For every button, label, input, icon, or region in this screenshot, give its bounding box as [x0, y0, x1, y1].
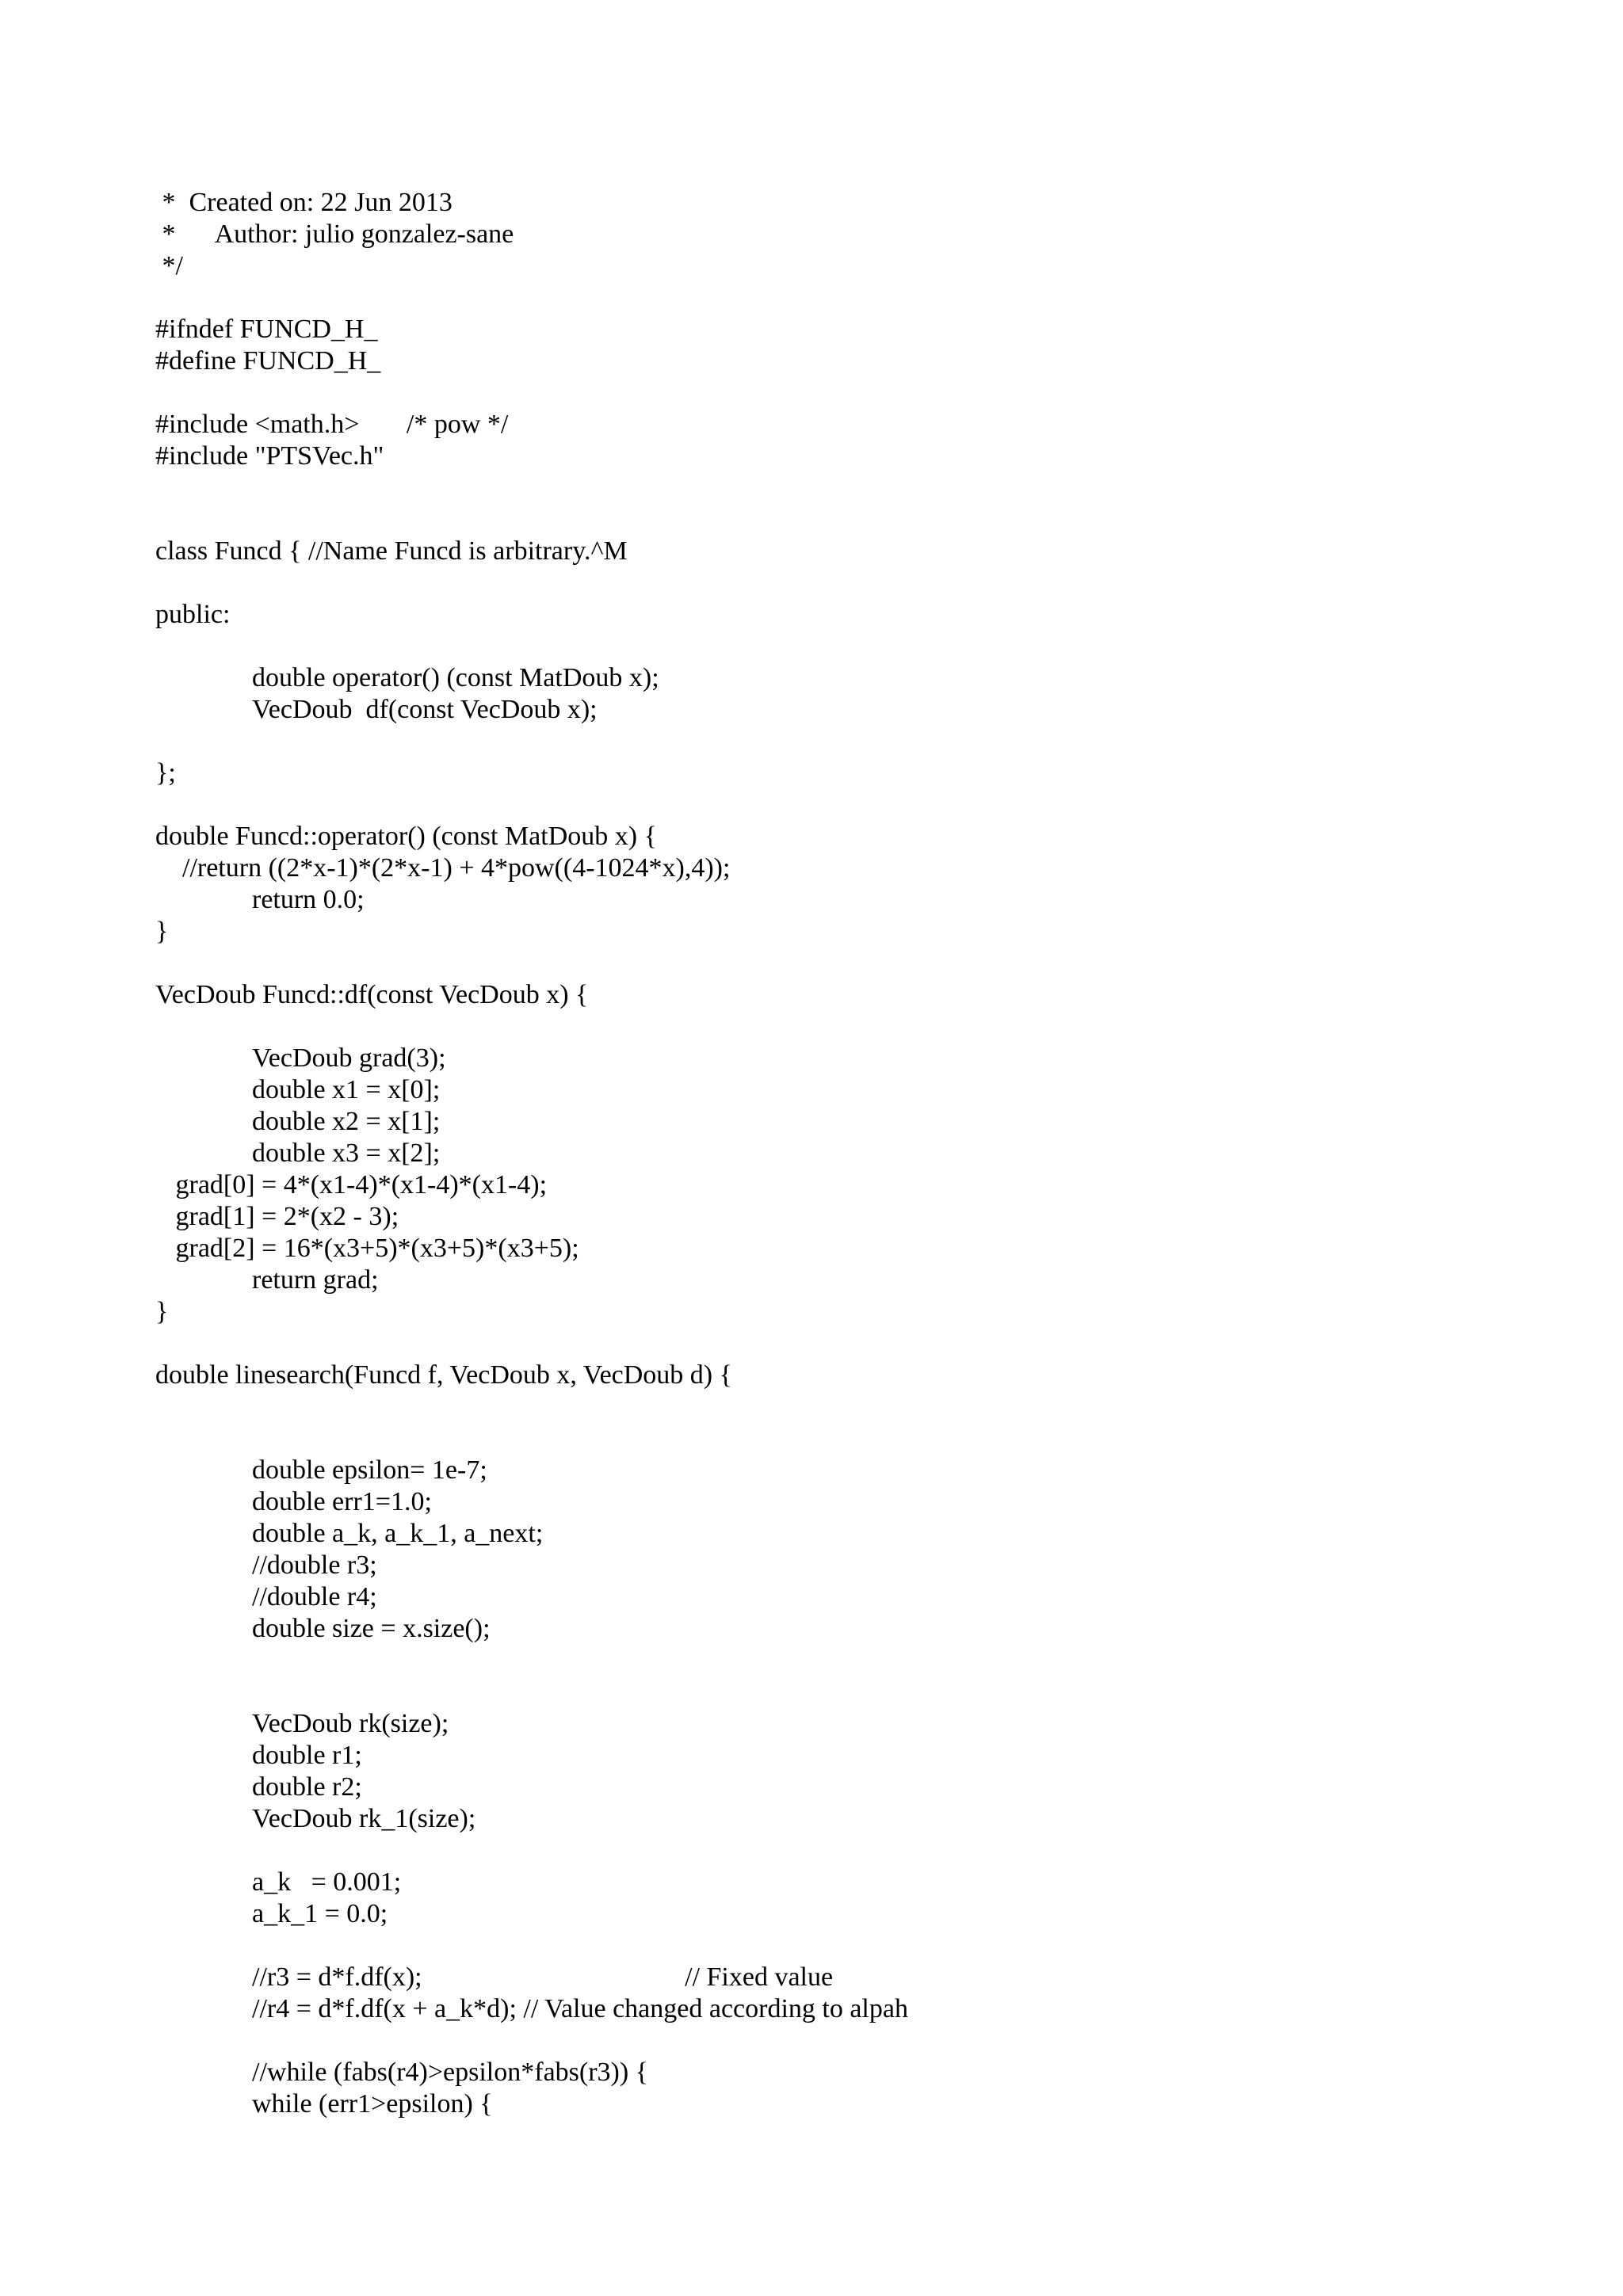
- code-line-text: public:: [155, 600, 231, 629]
- code-line: [155, 187, 908, 219]
- code-line-text: //while (fabs(r4)>epsilon*fabs(r3)) {: [252, 2058, 649, 2087]
- code-line: [155, 1645, 908, 1676]
- code-line: [155, 2057, 908, 2088]
- code-line: [155, 1074, 908, 1106]
- code-line-text: //r3 = d*f.df(x); // Fixed value: [252, 1962, 834, 1992]
- code-line-text: VecDoub Funcd::df(const VecDoub x) {: [155, 980, 589, 1009]
- code-line-text: double x2 = x[1];: [252, 1107, 441, 1136]
- code-line-text: grad[2] = 16*(x3+5)*(x3+5)*(x3+5);: [155, 1234, 579, 1263]
- code-line: [155, 821, 908, 852]
- code-line: [155, 1898, 908, 1930]
- code-line: [155, 2088, 908, 2120]
- code-line: [155, 1296, 908, 1328]
- code-line: [155, 1486, 908, 1518]
- code-line: [155, 1455, 908, 1486]
- code-line: [155, 726, 908, 757]
- code-line: [155, 1233, 908, 1264]
- code-line: [155, 1011, 908, 1043]
- code-line-text: * Author: julio gonzalez-sane: [155, 219, 514, 249]
- code-line-text: double r1;: [252, 1741, 362, 1770]
- code-line: [155, 1550, 908, 1581]
- code-line-text: //double r4;: [252, 1582, 377, 1611]
- code-line: [155, 377, 908, 409]
- code-line-text: double operator() (const MatDoub x);: [252, 663, 659, 692]
- code-line: [155, 884, 908, 916]
- code-line: [155, 1962, 908, 1993]
- code-line: [155, 1803, 908, 1835]
- code-line: [155, 1264, 908, 1296]
- code-line-text: double linesearch(Funcd f, VecDoub x, VecDoub d) {: [155, 1360, 732, 1390]
- code-line: [155, 536, 908, 567]
- code-line-text: double r2;: [252, 1772, 362, 1802]
- code-line: [155, 2025, 908, 2057]
- code-line-text: double epsilon= 1e-7;: [252, 1455, 487, 1485]
- code-line-text: grad[1] = 2*(x2 - 3);: [155, 1202, 399, 1231]
- code-line: [155, 1930, 908, 1962]
- source-code-listing: [155, 187, 908, 2120]
- code-line: [155, 1740, 908, 1772]
- code-line: [155, 567, 908, 599]
- code-line: [155, 694, 908, 726]
- code-line: [155, 1328, 908, 1360]
- code-line-text: return grad;: [252, 1265, 379, 1295]
- code-line: [155, 599, 908, 631]
- code-line-text: VecDoub grad(3);: [252, 1043, 446, 1073]
- code-line: [155, 852, 908, 884]
- code-line-text: double x3 = x[2];: [252, 1138, 441, 1168]
- code-line: [155, 662, 908, 694]
- code-line: [155, 1201, 908, 1233]
- code-line: [155, 1993, 908, 2025]
- code-line: [155, 1423, 908, 1455]
- code-line-text: class Funcd { //Name Funcd is arbitrary.^M: [155, 536, 628, 566]
- code-line-text: a_k = 0.001;: [252, 1867, 402, 1897]
- code-line-text: #include <math.h> /* pow */: [155, 410, 509, 439]
- code-line: [155, 409, 908, 441]
- code-line: [155, 250, 908, 282]
- code-line: [155, 1708, 908, 1740]
- code-line: [155, 472, 908, 504]
- code-line-text: double a_k, a_k_1, a_next;: [252, 1519, 544, 1548]
- code-line: [155, 1867, 908, 1898]
- code-line: [155, 1613, 908, 1645]
- code-line: [155, 1106, 908, 1138]
- code-line-text: return 0.0;: [252, 885, 365, 914]
- code-line-text: //double r3;: [252, 1550, 377, 1580]
- code-line-text: a_k_1 = 0.0;: [252, 1899, 388, 1928]
- code-line-text: #include "PTSVec.h": [155, 441, 384, 471]
- code-line-text: }: [155, 917, 169, 946]
- code-line-text: //return ((2*x-1)*(2*x-1) + 4*pow((4-1024*x),4));: [155, 853, 731, 883]
- code-line-text: */: [155, 251, 183, 280]
- code-line-text: //r4 = d*f.df(x + a_k*d); // Value changed according to alpah: [252, 1994, 908, 2023]
- code-line: [155, 1138, 908, 1169]
- code-line: [155, 1772, 908, 1803]
- code-line: [155, 1518, 908, 1550]
- code-line: [155, 282, 908, 314]
- code-line: [155, 1360, 908, 1391]
- code-line-text: VecDoub df(const VecDoub x);: [252, 695, 598, 724]
- code-line-text: };: [155, 758, 176, 788]
- code-line: [155, 979, 908, 1011]
- code-line: [155, 948, 908, 979]
- code-line-text: double err1=1.0;: [252, 1487, 432, 1516]
- code-line: [155, 314, 908, 345]
- code-line-text: while (err1>epsilon) {: [252, 2089, 493, 2119]
- code-line-text: VecDoub rk_1(size);: [252, 1804, 476, 1833]
- code-line: [155, 757, 908, 789]
- code-line-text: double Funcd::operator() (const MatDoub x) {: [155, 822, 657, 851]
- code-line: [155, 789, 908, 821]
- code-line: [155, 1043, 908, 1074]
- code-line: [155, 1581, 908, 1613]
- code-line-text: grad[0] = 4*(x1-4)*(x1-4)*(x1-4);: [155, 1170, 548, 1199]
- code-line: [155, 219, 908, 250]
- code-line-text: double size = x.size();: [252, 1614, 491, 1643]
- code-line: [155, 504, 908, 536]
- code-line-text: * Created on: 22 Jun 2013: [155, 188, 453, 217]
- code-line: [155, 345, 908, 377]
- code-line: [155, 631, 908, 662]
- code-line-text: #ifndef FUNCD_H_: [155, 315, 378, 344]
- code-line-text: double x1 = x[0];: [252, 1075, 441, 1104]
- code-line: [155, 916, 908, 948]
- code-line-text: #define FUNCD_H_: [155, 346, 381, 376]
- code-line: [155, 1676, 908, 1708]
- code-line: [155, 1835, 908, 1867]
- code-line-text: }: [155, 1297, 169, 1326]
- code-line-text: VecDoub rk(size);: [252, 1709, 449, 1738]
- code-line: [155, 1391, 908, 1423]
- code-line: [155, 441, 908, 472]
- code-line: [155, 1169, 908, 1201]
